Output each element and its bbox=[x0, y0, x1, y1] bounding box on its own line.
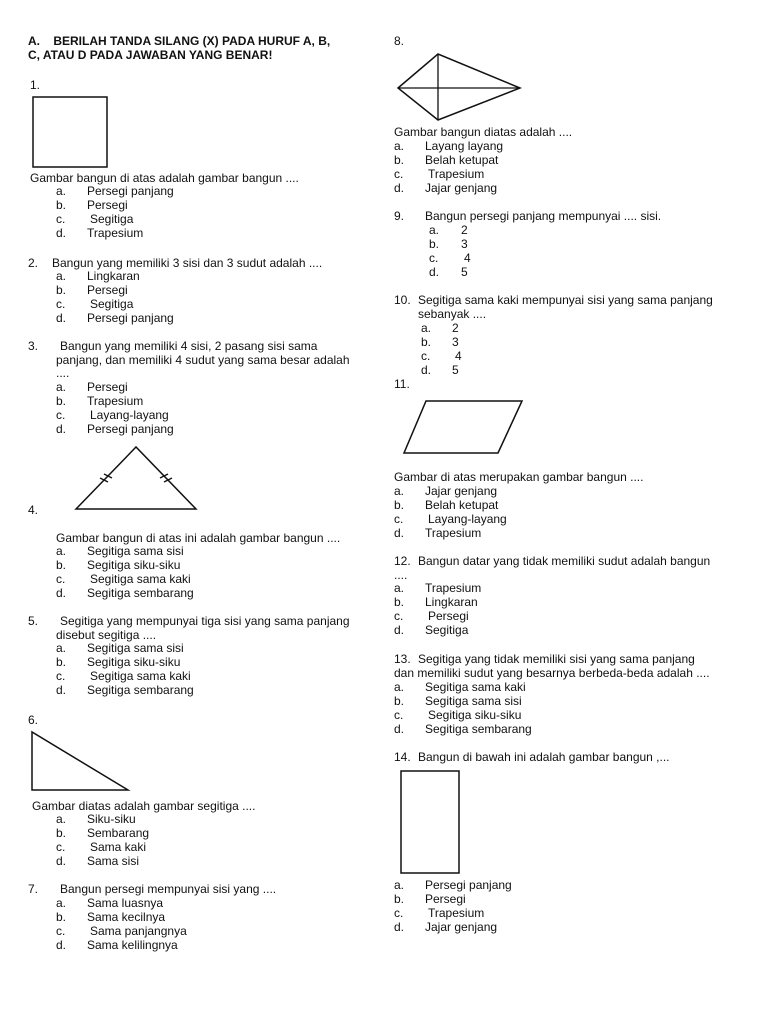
question-10-text-line-2: sebanyak .... bbox=[418, 307, 487, 321]
question-3-number: 3. bbox=[28, 339, 39, 353]
question-1-number: 1. bbox=[30, 78, 41, 92]
isosceles-triangle-figure bbox=[74, 445, 198, 511]
question-6-number: 6. bbox=[28, 713, 39, 727]
question-14-number: 14. bbox=[394, 750, 411, 764]
question-12-number: 12. bbox=[394, 554, 411, 568]
rectangle-figure bbox=[400, 770, 460, 874]
question-3-text-line-1: Bangun yang memiliki 4 sisi, 2 pasang sisi sama bbox=[60, 339, 318, 353]
question-13-text-line-1: Segitiga yang tidak memiliki sisi yang sama panjang bbox=[418, 652, 695, 666]
parallelogram-figure bbox=[402, 399, 524, 455]
square-figure bbox=[32, 96, 108, 168]
question-13-text-line-2: dan memiliki sudut yang besarnya berbeda-beda adalah .... bbox=[394, 666, 710, 680]
question-11-number: 11. bbox=[394, 377, 410, 391]
question-10-number: 10. bbox=[394, 293, 411, 307]
question-5-text-line-1: Segitiga yang mempunyai tiga sisi yang sama panjang bbox=[60, 614, 350, 628]
question-4-text: Gambar bangun di atas ini adalah gambar bangun .... bbox=[56, 531, 341, 545]
question-3-text-line-3: .... bbox=[56, 366, 70, 380]
question-2-number: 2. bbox=[28, 256, 39, 270]
question-11-text: Gambar di atas merupakan gambar bangun .... bbox=[394, 470, 644, 484]
section-heading-line-2: C, ATAU D PADA JAWABAN YANG BENAR! bbox=[28, 48, 273, 62]
question-5-number: 5. bbox=[28, 614, 39, 628]
question-12-text-line-1: Bangun datar yang tidak memiliki sudut adalah bangun bbox=[418, 554, 711, 568]
question-14-text: Bangun di bawah ini adalah gambar bangun ,... bbox=[418, 750, 670, 764]
question-7-text: Bangun persegi mempunyai sisi yang .... bbox=[60, 882, 277, 896]
right-triangle-figure bbox=[30, 730, 130, 792]
question-13-number: 13. bbox=[394, 652, 411, 666]
question-5-text-line-2: disebut segitiga .... bbox=[56, 628, 157, 642]
question-7-number: 7. bbox=[28, 882, 39, 896]
question-4-number: 4. bbox=[28, 503, 39, 517]
question-10-text-line-1: Segitiga sama kaki mempunyai sisi yang sama panjang bbox=[418, 293, 713, 307]
kite-figure bbox=[396, 52, 522, 122]
question-8-number: 8. bbox=[394, 34, 405, 48]
question-6-text: Gambar diatas adalah gambar segitiga .... bbox=[32, 799, 256, 813]
question-8-text: Gambar bangun diatas adalah .... bbox=[394, 125, 573, 139]
question-9-number: 9. bbox=[394, 209, 405, 223]
question-9-text: Bangun persegi panjang mempunyai .... sisi. bbox=[425, 209, 662, 223]
section-heading-line-1: A. BERILAH TANDA SILANG (X) PADA HURUF A, B, bbox=[28, 34, 331, 48]
question-1-text: Gambar bangun di atas adalah gambar bangun .... bbox=[30, 171, 299, 185]
question-12-text-line-2: .... bbox=[394, 568, 408, 582]
question-3-text-line-2: panjang, dan memiliki 4 sudut yang sama besar adalah bbox=[56, 353, 350, 367]
question-2-text: Bangun yang memiliki 3 sisi dan 3 sudut adalah .... bbox=[52, 256, 323, 270]
